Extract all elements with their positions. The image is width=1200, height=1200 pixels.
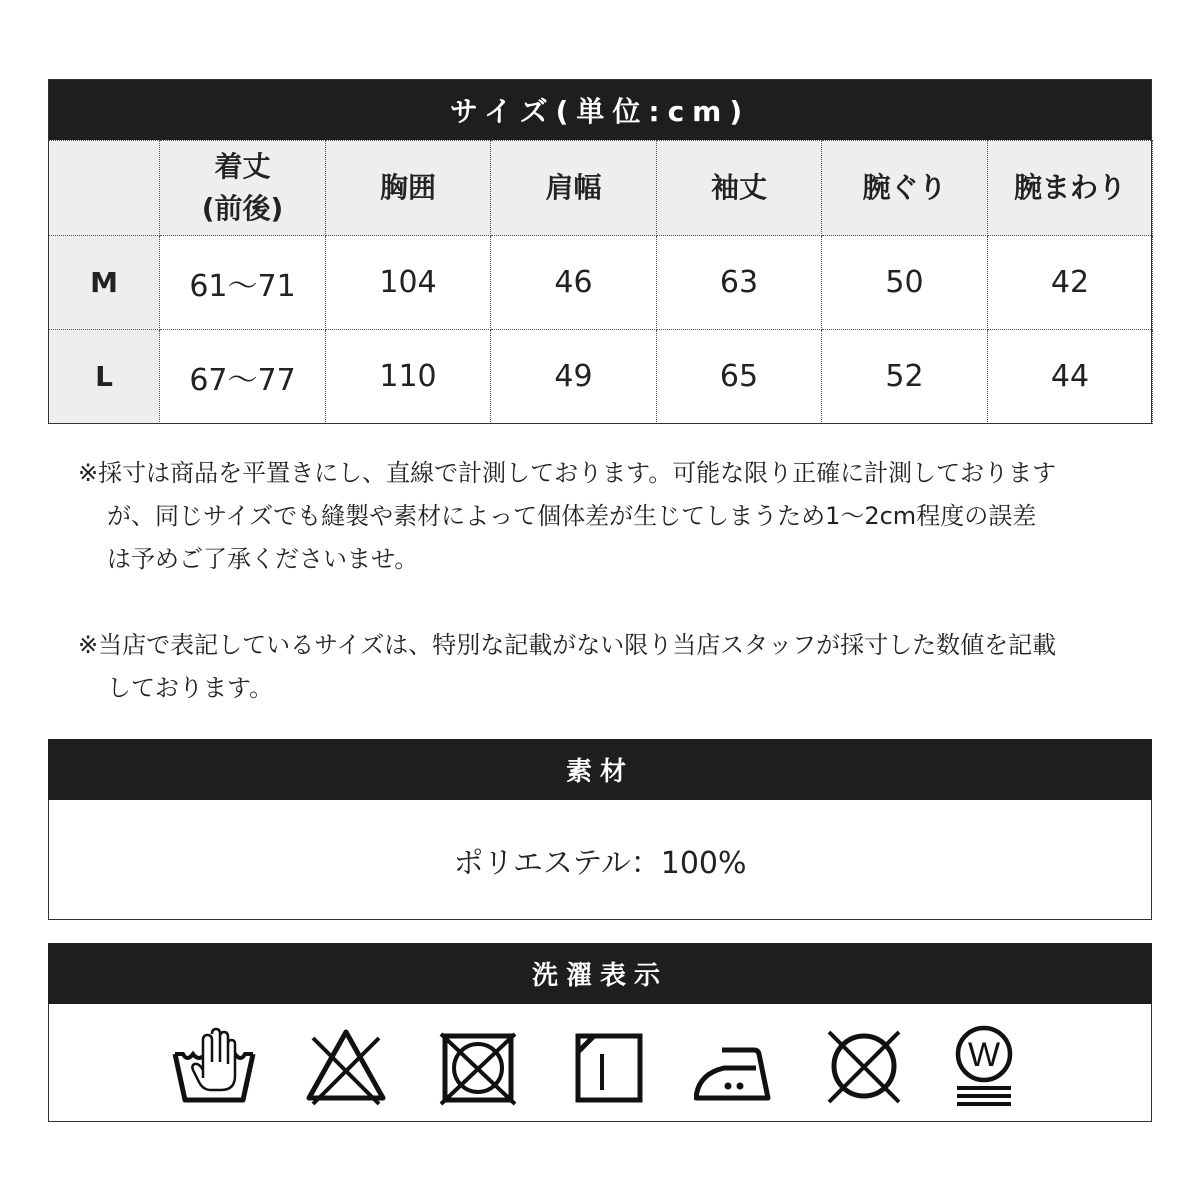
low-iron-icon (694, 1018, 784, 1108)
note-measurement: ※採寸は商品を平置きにし、直線で計測しております。可能な限り正確に計測しておりますが、同じサイズでも縫製や素材によって個体差が生じてしまうため1〜2cm程度の誤差は予めご了承くださいませ。 (78, 459, 1057, 573)
size-header-empty-cell (49, 141, 160, 236)
note-staff-measured: ※当店で表記しているサイズは、特別な記載がない限り当店スタッフが採寸した数値を記載しております。 (78, 631, 1057, 702)
table-cell: 65 (657, 330, 822, 424)
line-dry-shade-icon (564, 1018, 654, 1108)
size-header-shoulder: 肩幅 (491, 141, 657, 236)
table-cell: 63 (657, 236, 822, 330)
no-dry-clean-icon (819, 1018, 909, 1108)
table-row (49, 236, 1153, 330)
size-table-header-row (49, 141, 1153, 236)
table-cell: 44 (988, 330, 1153, 424)
material-section-header (48, 739, 1152, 800)
table-cell: 52 (822, 330, 988, 424)
wet-clean-icon (939, 1018, 1029, 1108)
care-section-title: 洗濯表示 (531, 961, 668, 991)
size-header-armhole: 腕ぐり (822, 141, 988, 236)
size-notes (78, 452, 1058, 710)
size-header-arm-circumference: 腕まわり (988, 141, 1153, 236)
material-value: ポリエステル：100% (453, 845, 747, 881)
size-header-length-line2: (前後) (201, 192, 284, 225)
table-cell: 67〜77 (160, 330, 326, 424)
table-cell: 49 (491, 330, 657, 424)
size-header-sleeve: 袖丈 (657, 141, 822, 236)
size-table (48, 140, 1153, 424)
table-cell: 104 (326, 236, 491, 330)
size-header-length-line1: 着丈 (214, 150, 271, 183)
table-cell: 42 (988, 236, 1153, 330)
table-cell: 50 (822, 236, 988, 330)
table-cell: 46 (491, 236, 657, 330)
size-label-cell: L (49, 330, 160, 424)
care-symbols-box (48, 1004, 1152, 1122)
size-section-title: サイズ(単位:cm) (449, 94, 751, 128)
hand-wash-icon (169, 1018, 259, 1108)
size-section-header (48, 79, 1152, 140)
care-section-header (48, 943, 1152, 1004)
wet-clean-letter: W (967, 1036, 1001, 1074)
size-header-chest: 胸囲 (326, 141, 491, 236)
size-header-length (160, 141, 326, 236)
table-row (49, 330, 1153, 424)
size-label-cell: M (49, 236, 160, 330)
no-bleach-icon (301, 1018, 391, 1108)
table-cell: 61〜71 (160, 236, 326, 330)
table-cell: 110 (326, 330, 491, 424)
no-tumble-dry-icon (433, 1018, 523, 1108)
material-section-title: 素材 (565, 757, 634, 787)
material-box (48, 800, 1152, 920)
